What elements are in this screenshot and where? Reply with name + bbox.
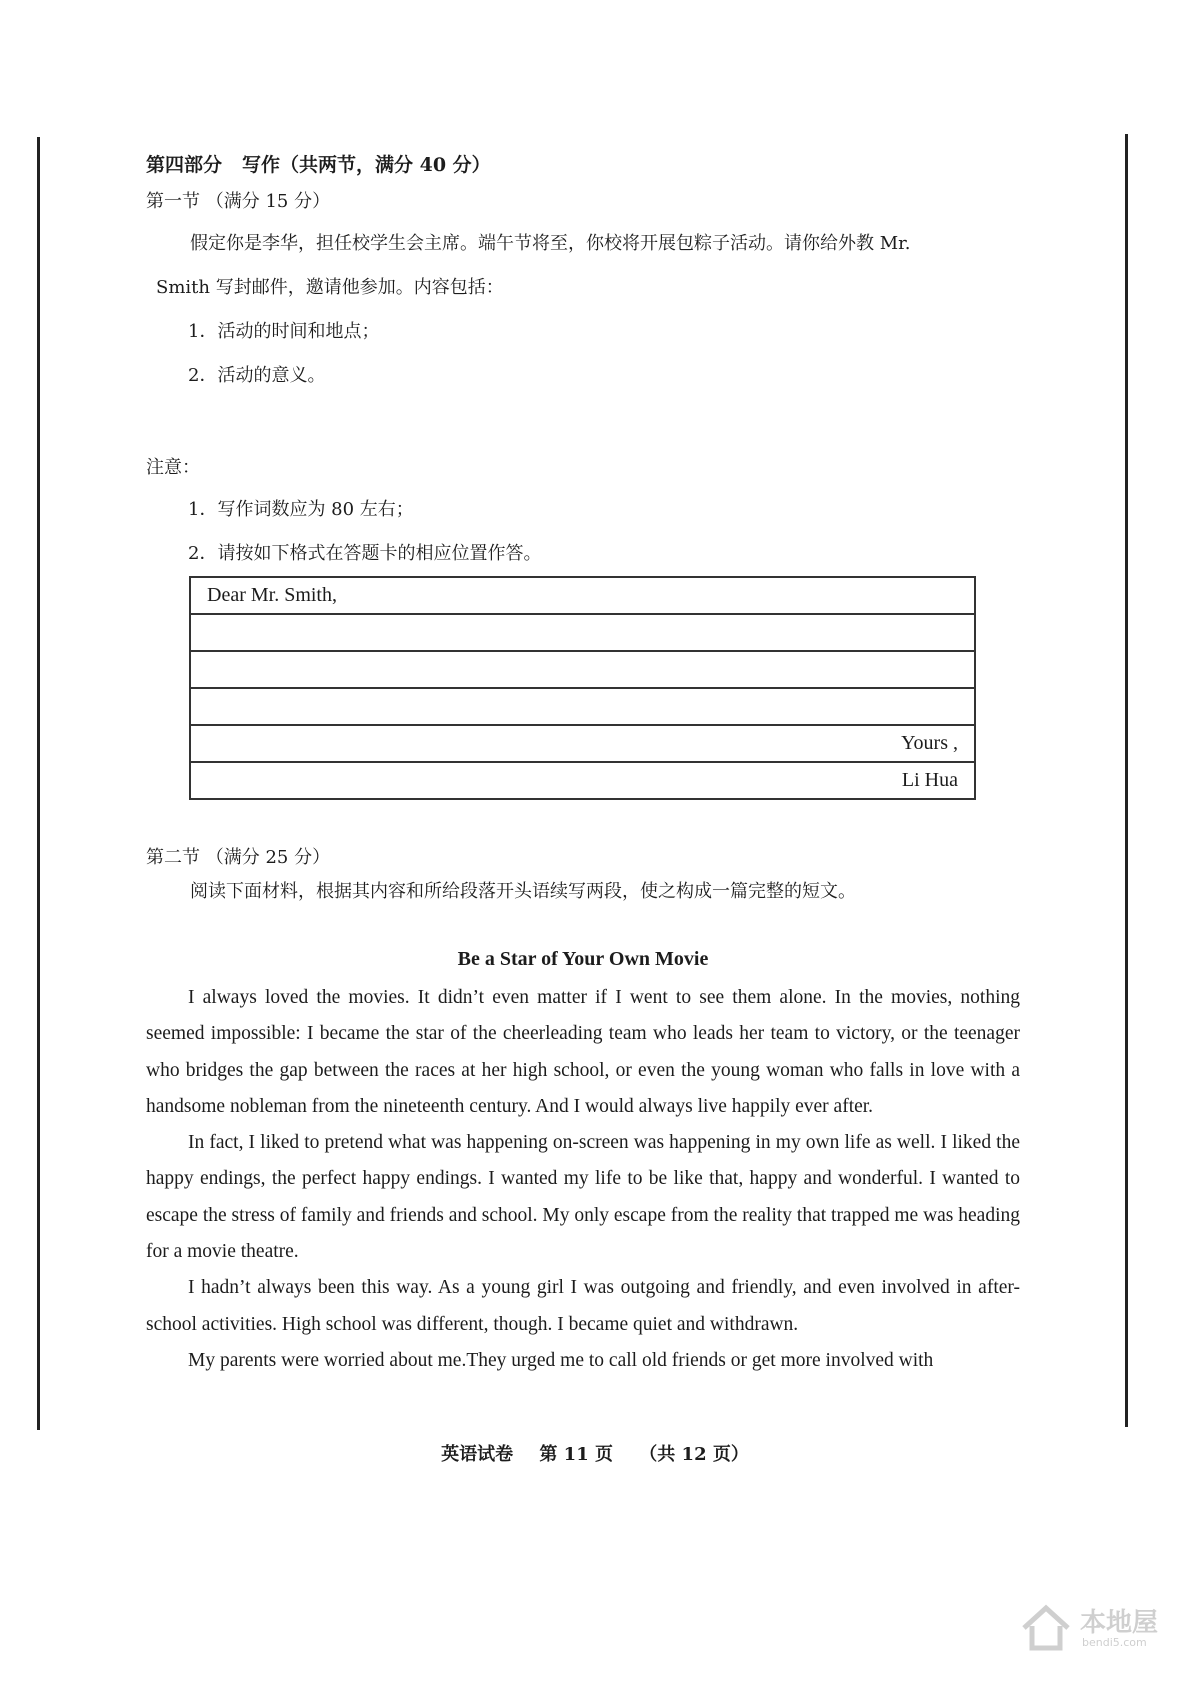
section1-heading: 第一节 （满分 15 分） <box>146 191 331 212</box>
notice-label: 注意： <box>146 457 200 478</box>
letter-blank-line <box>190 688 975 725</box>
section2-instruction: 阅读下面材料，根据其内容和所给段落开头语续写两段，使之构成一篇完整的短文。 <box>190 881 856 902</box>
watermark <box>1020 1600 1170 1656</box>
letter-signature: Li Hua <box>190 762 975 799</box>
note-2: 2．请按如下格式在答题卡的相应位置作答。 <box>188 543 542 564</box>
exam-page <box>146 148 1020 1379</box>
article-paragraph: I always loved the movies. It didn’t even matter if I went to see them alone. In the movies, nothing seemed impossible: I became the star of the cheerleading team who leads her team to victory, or the teenager who bridges the gap between the races at her high school, or even the young woman who falls in love with a handsome nobleman from the nineteenth century. And I would always live happily ever after. <box>146 987 1020 1117</box>
footer-total-pages: （共 12 页） <box>639 1444 749 1465</box>
note-1: 1．写作词数应为 80 左右； <box>188 499 414 520</box>
section2-heading: 第二节 （满分 25 分） <box>146 847 331 868</box>
letter-blank-line <box>190 651 975 688</box>
watermark-name: 本地屋 <box>1080 1608 1159 1638</box>
letter-greeting: Dear Mr. Smith, <box>190 577 975 614</box>
article-paragraph: My parents were worried about me.They urged me to call old friends or get more involved with <box>188 1349 934 1371</box>
left-margin-rule <box>37 137 40 1430</box>
page-footer <box>0 1440 1190 1466</box>
section1-prompt-line2: Smith 写封邮件，邀请他参加。内容包括： <box>156 277 504 298</box>
letter-format-table <box>189 576 976 800</box>
right-margin-rule <box>1125 134 1128 1427</box>
part-title: 写作（共两节，满分 40 分） <box>242 154 491 176</box>
section1-prompt-line1: 假定你是李华，担任校学生会主席。端午节将至，你校将开展包粽子活动。请你给外教 Mr. <box>190 233 911 254</box>
footer-subject: 英语试卷 <box>441 1444 514 1465</box>
content-point-2: 2．活动的意义。 <box>188 365 326 386</box>
house-icon <box>1020 1604 1072 1652</box>
article-paragraph: In fact, I liked to pretend what was happening on-screen was happening in my own life as well. I liked the happy endings, the perfect happy endings. I wanted my life to be like that, happy and wonderful. I wanted to escape the stress of family and friends and school. My only escape from the reality that trapped me was heading for a movie theatre. <box>146 1132 1020 1263</box>
part-heading <box>146 148 1020 182</box>
watermark-url: bendi5.com <box>1082 1636 1147 1649</box>
article-paragraph: I hadn’t always been this way. As a young girl I was outgoing and friendly, and even involved in after-school activities. High school was different, though. I became quiet and withdrawn. <box>146 1277 1020 1335</box>
letter-closing: Yours , <box>190 725 975 762</box>
letter-blank-line <box>190 614 975 651</box>
footer-page-number: 第 11 页 <box>539 1444 613 1465</box>
content-point-1: 1．活动的时间和地点； <box>188 321 380 342</box>
article-title: Be a Star of Your Own Movie <box>457 948 709 970</box>
part-label: 第四部分 <box>146 154 223 176</box>
